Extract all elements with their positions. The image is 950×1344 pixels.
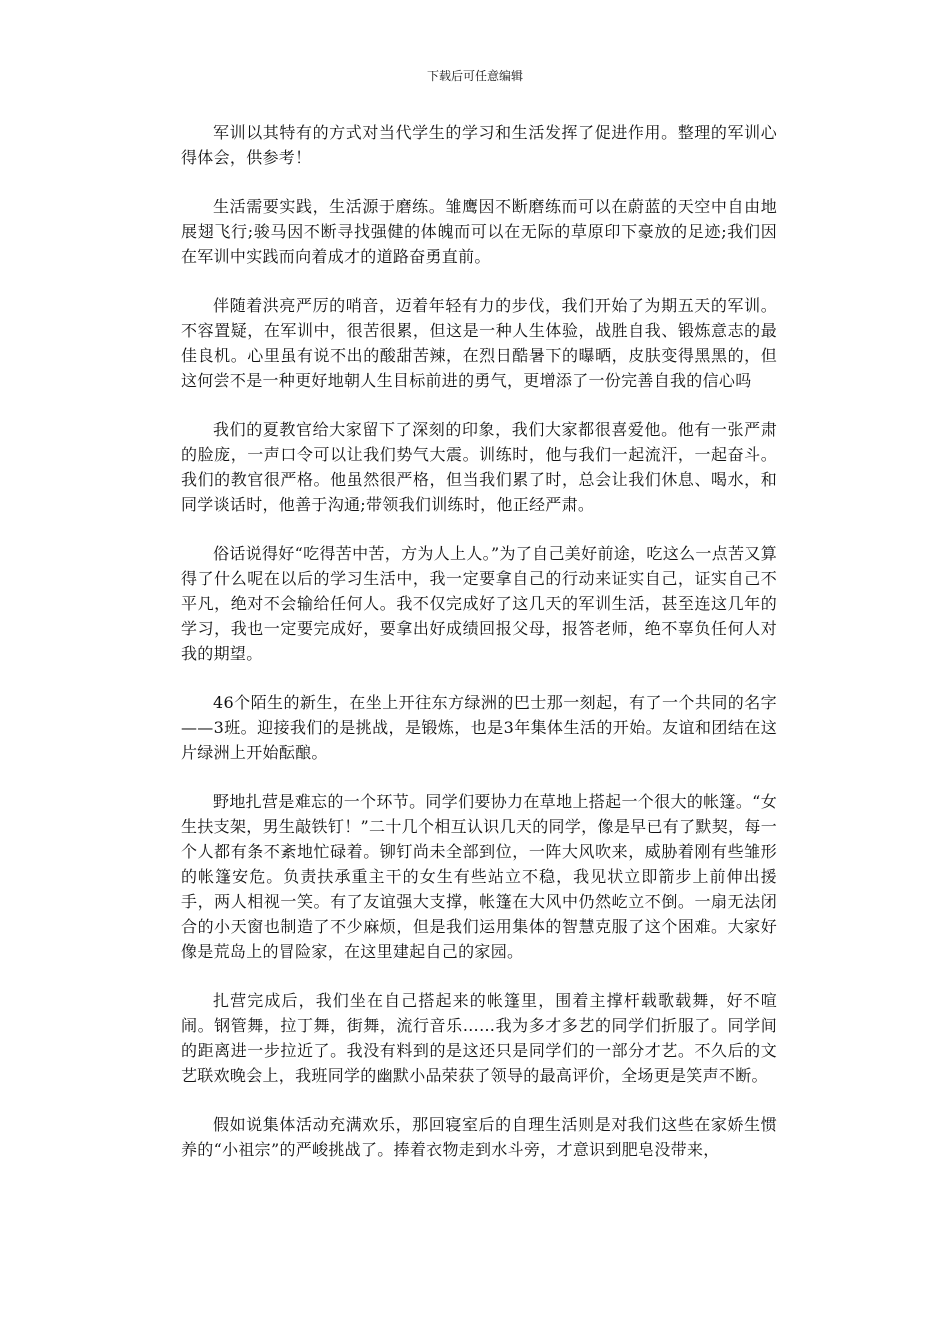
paragraph-dorm-life: 假如说集体活动充满欢乐，那回寝室后的自理生活则是对我们这些在家娇生惯养的“小祖宗”的严峻挑战了。捧着衣物走到水斗旁，才意识到肥皂没带来，: [181, 1115, 777, 1159]
paragraph-training-start: 伴随着洪亮严厉的哨音，迈着年轻有力的步伐，我们开始了为期五天的军训。不容置疑，在军训中，很苦很累，但这是一种人生体验，战胜自我、锻炼意志的最佳良机。心里虽有说不出的酸甜苦辣，在烈日酷暑下的曝晒，皮肤变得黑黑的，但这何尝不是一种更好地朝人生目标前进的勇气，更增添了一份完善自我的信心吗: [181, 296, 777, 390]
page-header: 下载后可任意编辑: [426, 69, 523, 83]
paragraph-intro: 军训以其特有的方式对当代学生的学习和生活发挥了促进作用。整理的军训心得体会，供参考！: [181, 123, 777, 167]
paragraph-proverb: 俗话说得好“吃得苦中苦，方为人上人。”为了自己美好前途，吃这么一点苦又算得了什么呢在以后的学习生活中，我一定要拿自己的行动来证实自己，证实自己不平凡，绝对不会输给任何人。我不仅完成好了这几天的军训生活，甚至连这几年的学习，我也一定要完成好，要拿出好成绩回报父母，报答老师，绝不辜负任何人对我的期望。: [181, 544, 777, 663]
paragraph-practice: 生活需要实践，生活源于磨练。雏鹰因不断磨练而可以在蔚蓝的天空中自由地展翅飞行;骏马因不断寻找强健的体魄而可以在无际的草原印下豪放的足迹;我们因在军训中实践而向着成才的道路奋勇直前。: [181, 197, 777, 266]
paragraph-instructor: 我们的夏教官给大家留下了深刻的印象，我们大家都很喜爱他。他有一张严肃的脸庞，一声口令可以让我们势气大震。训练时，他与我们一起流汗，一起奋斗。我们的教官很严格。他虽然很严格，但当我们累了时，总会让我们休息、喝水，和同学谈话时，他善于沟通;带领我们训练时，他正经严肃。: [181, 420, 777, 514]
paragraph-after-camp: 扎营完成后，我们坐在自己搭起来的帐篷里，围着主撑杆载歌载舞，好不喧闹。钢管舞，拉丁舞，街舞，流行音乐……我为多才多艺的同学们折服了。同学间的距离进一步拉近了。我没有料到的是这还只是同学们的一部分才艺。不久后的文艺联欢晚会上，我班同学的幽默小品荣获了领导的最高评价，全场更是笑声不断。: [181, 991, 777, 1085]
paragraph-class-three: 46个陌生的新生，在坐上开往东方绿洲的巴士那一刻起，有了一个共同的名字——3班。迎接我们的是挑战，是锻炼，也是3年集体生活的开始。友谊和团结在这片绿洲上开始酝酿。: [181, 693, 777, 762]
document-body: [181, 120, 777, 1186]
paragraph-camping: 野地扎营是难忘的一个环节。同学们要协力在草地上搭起一个很大的帐篷。“女生扶支架，男生敲铁钉！”二十几个相互认识几天的同学，像是早已有了默契，每一个人都有条不紊地忙碌着。铆钉尚未全部到位，一阵大风吹来，威胁着刚有些雏形的帐篷安危。负责扶承重主干的女生有些站立不稳，我见状立即箭步上前伸出援手，两人相视一笑。有了友谊强大支撑，帐篷在大风中仍然屹立不倒。一扇无法闭合的小天窗也制造了不少麻烦，但是我们运用集体的智慧克服了这个困难。大家好像是荒岛上的冒险家，在这里建起自己的家园。: [181, 792, 777, 961]
